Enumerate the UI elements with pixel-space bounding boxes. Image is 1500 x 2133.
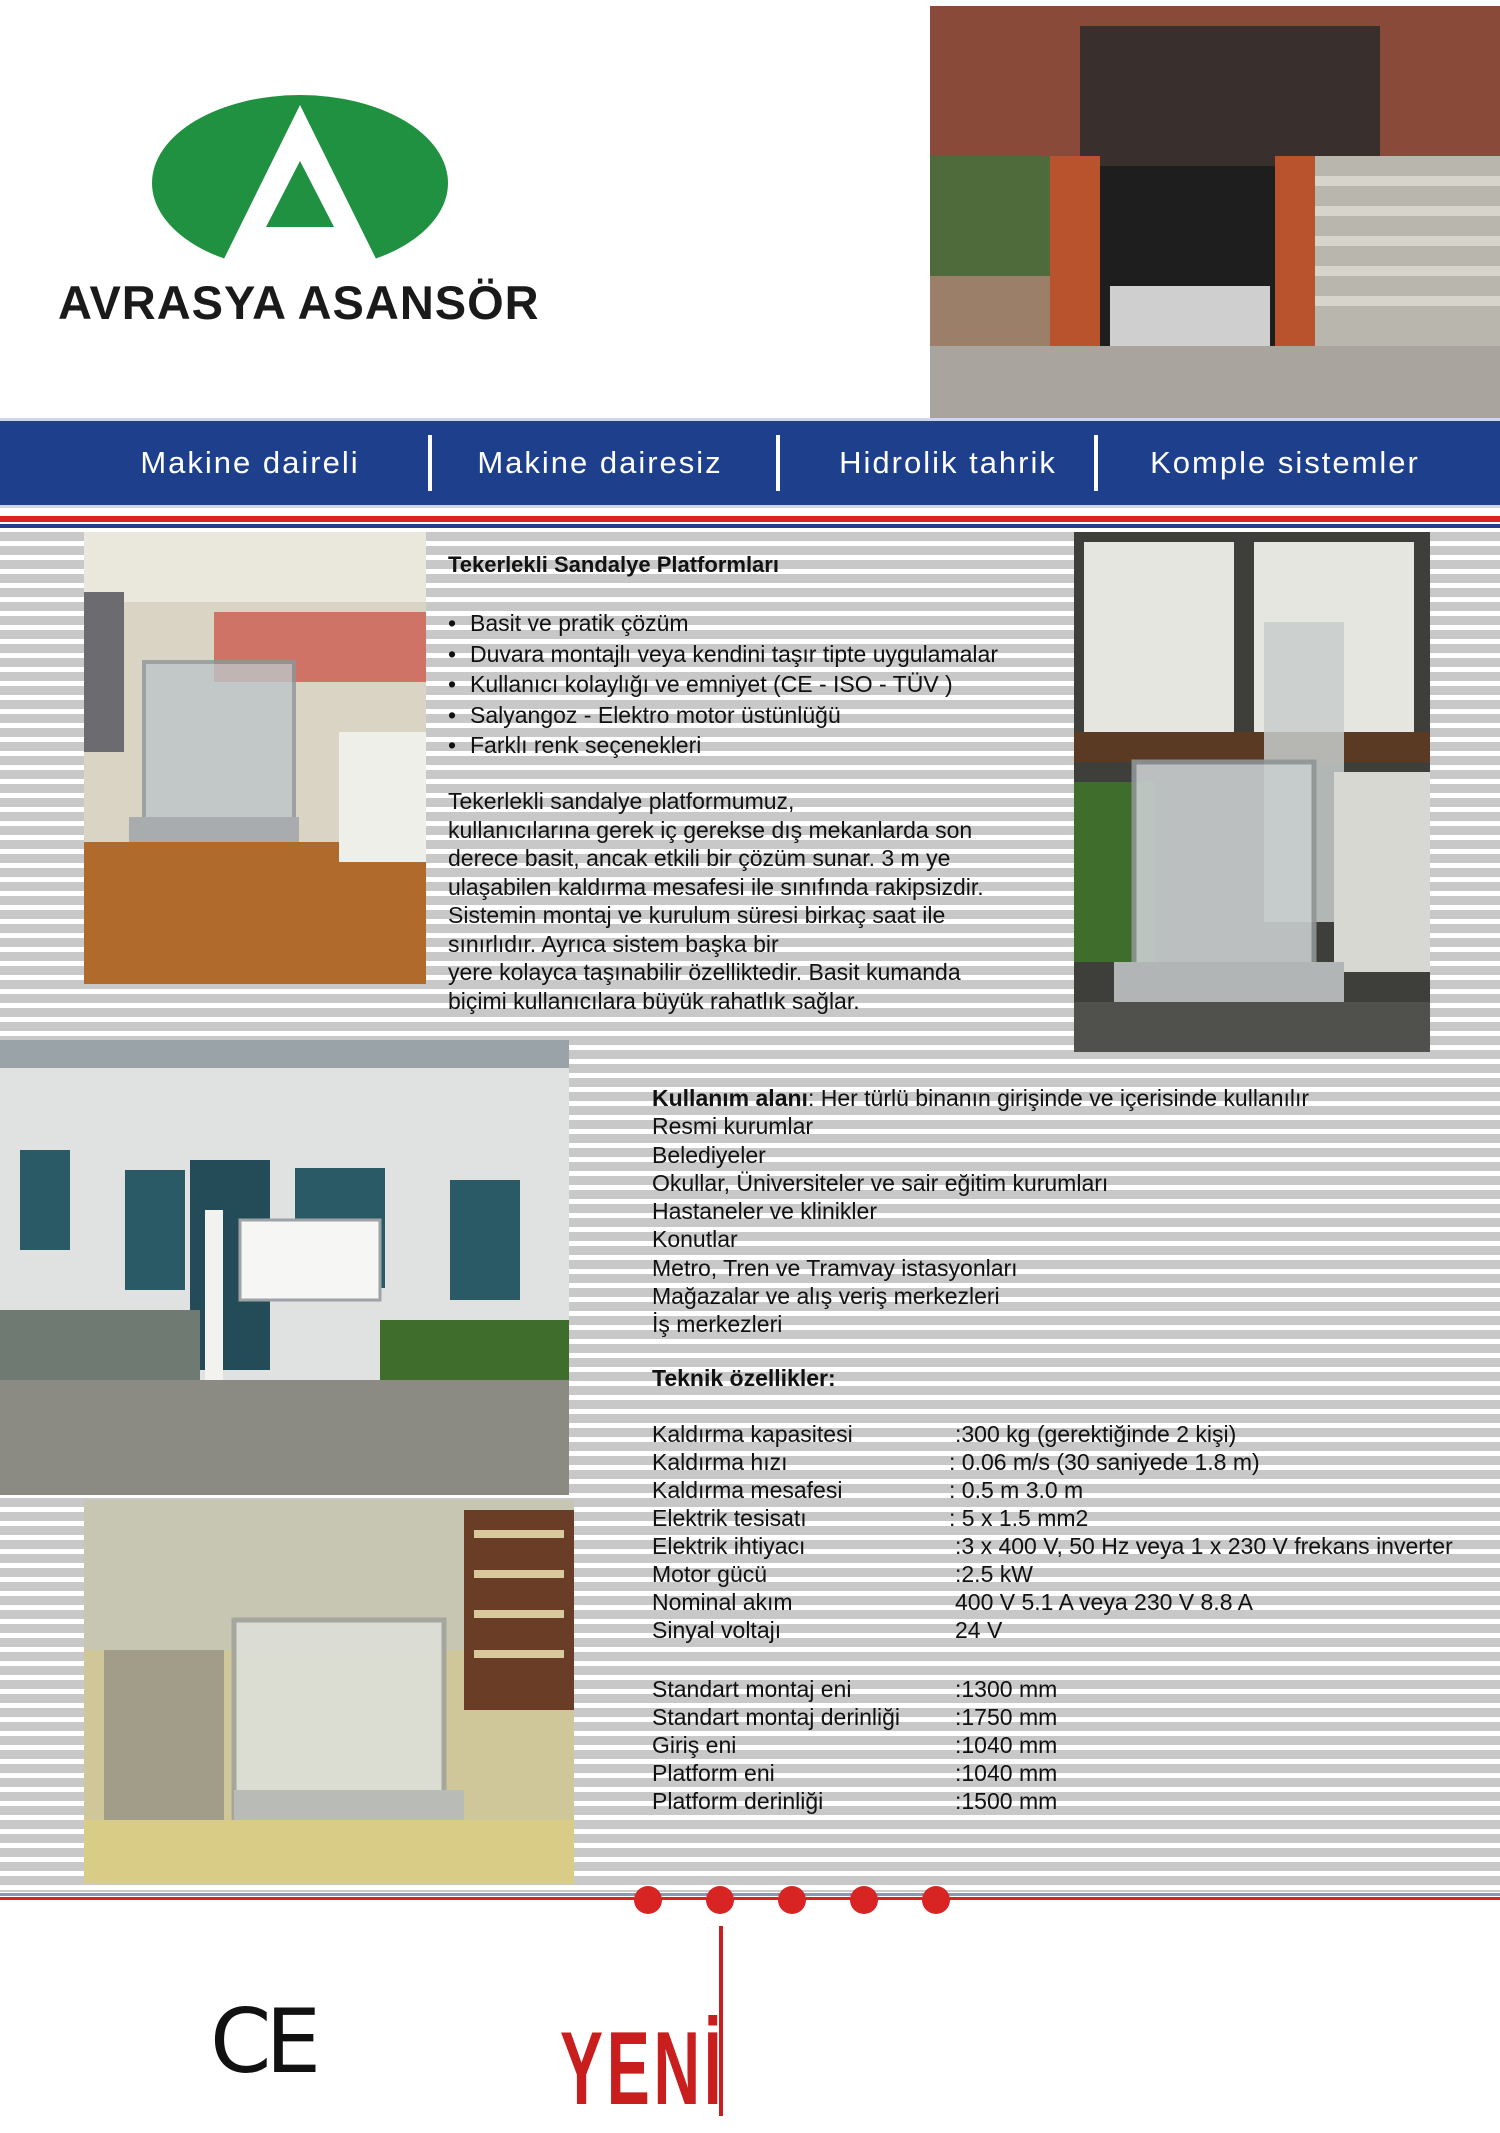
photo-building-exterior <box>0 1040 569 1495</box>
tech-title: Teknik özellikler: <box>652 1365 836 1391</box>
feature-list <box>448 608 998 761</box>
spec-value: 24 V <box>955 1617 1003 1643</box>
category-nav <box>0 418 1500 508</box>
photo-entrance-lift <box>930 6 1500 418</box>
usage-item: Belediyeler <box>652 1141 766 1168</box>
spec-value: :3 x 400 V, 50 Hz veya 1 x 230 V frekans inverter <box>955 1533 1453 1559</box>
photo-store-platform <box>84 532 426 984</box>
photo-indoor-platform <box>84 1500 574 1883</box>
paragraph-line: ulaşabilen kaldırma mesafesi ile sınıfında rakipsizdir. <box>448 873 984 900</box>
footer-red-line <box>0 1897 1500 1900</box>
decor-dot <box>634 1886 662 1914</box>
dimension-value: :1040 mm <box>955 1760 1058 1786</box>
spec-label: Elektrik ihtiyacı <box>652 1533 806 1559</box>
spec-label: Nominal akım <box>652 1589 793 1615</box>
spec-label: Sinyal voltajı <box>652 1617 782 1643</box>
spec-value: : 0.06 m/s (30 saniyede 1.8 m) <box>949 1449 1260 1475</box>
nav-separator <box>1094 435 1098 491</box>
nav-separator <box>428 435 432 491</box>
usage-label: Kullanım alanı <box>652 1085 808 1111</box>
dimension-label: Standart montaj eni <box>652 1676 852 1702</box>
paragraph-line: derece basit, ancak etkili bir çözüm sunar. 3 m ye <box>448 845 951 871</box>
intro-title: Tekerlekli Sandalye Platformları <box>448 552 779 577</box>
dimension-value: :1500 mm <box>955 1788 1058 1814</box>
usage-section <box>652 1084 1309 1339</box>
yeni-label: YENİ <box>560 2011 726 2127</box>
usage-item: İş merkezleri <box>652 1311 783 1338</box>
feature-item: • Basit ve pratik çözüm <box>448 608 998 639</box>
paragraph-line: Tekerlekli sandalye platformumuz, <box>448 788 795 814</box>
spec-value: : 5 x 1.5 mm2 <box>949 1505 1089 1531</box>
nav-item-makine-daireli[interactable]: Makine daireli <box>140 445 360 480</box>
usage-item: Resmi kurumlar <box>652 1113 814 1140</box>
feature-item: • Kullanıcı kolaylığı ve emniyet (CE - ISO - TÜV ) <box>448 669 998 700</box>
usage-item: Okullar, Üniversiteler ve sair eğitim kurumları <box>652 1169 1109 1196</box>
red-stripe <box>0 516 1500 522</box>
dimension-value: :1040 mm <box>955 1732 1058 1758</box>
paragraph-line: kullanıcılarına gerek iç gerekse dış mekanlarda son <box>448 816 973 843</box>
photo-outdoor-platform <box>1074 532 1430 1052</box>
spec-value: : 0.5 m 3.0 m <box>949 1477 1084 1503</box>
spec-value: 400 V 5.1 A veya 230 V 8.8 A <box>955 1589 1253 1615</box>
spec-label: Kaldırma hızı <box>652 1449 788 1475</box>
brand-logo <box>150 95 450 275</box>
usage-item: Mağazalar ve alış veriş merkezleri <box>652 1283 1000 1310</box>
usage-lead: : Her türlü binanın girişinde ve içerisinde kullanılır <box>807 1085 1310 1111</box>
decor-dot <box>706 1886 734 1914</box>
spec-value: :300 kg (gerektiğinde 2 kişi) <box>955 1421 1237 1447</box>
dimension-value: :1300 mm <box>955 1676 1058 1702</box>
brand-name: AVRASYA ASANSÖR <box>58 276 540 329</box>
paragraph-line: yere kolayca taşınabilir özelliktedir. Basit kumanda <box>448 959 961 985</box>
decor-dot <box>850 1886 878 1914</box>
footer-line <box>0 1893 1500 1896</box>
dimension-value: :1750 mm <box>955 1704 1058 1730</box>
paragraph-line: biçimi kullanıcılara büyük rahatlık sağlar. <box>448 987 860 1014</box>
spec-label: Kaldırma kapasitesi <box>652 1421 853 1447</box>
nav-item-hidrolik-tahrik[interactable]: Hidrolik tahrik <box>839 445 1057 480</box>
spec-label: Motor gücü <box>652 1561 768 1587</box>
feature-item: • Duvara montajlı veya kendini taşır tipte uygulamalar <box>448 639 998 670</box>
spec-value: :2.5 kW <box>955 1561 1033 1587</box>
dimension-label: Giriş eni <box>652 1732 737 1758</box>
dimension-label: Standart montaj derinliği <box>652 1704 901 1730</box>
decor-dot <box>922 1886 950 1914</box>
usage-lead-line <box>652 1084 1309 1112</box>
nav-item-makine-dairesiz[interactable]: Makine dairesiz <box>477 445 723 480</box>
dimension-label: Platform eni <box>652 1760 775 1786</box>
spec-label: Elektrik tesisatı <box>652 1505 807 1531</box>
nav-separator <box>776 435 780 491</box>
decor-dot <box>778 1886 806 1914</box>
blue-stripe <box>0 524 1500 528</box>
feature-item: • Farklı renk seçenekleri <box>448 730 998 761</box>
ce-mark: CE <box>210 1990 316 2093</box>
usage-item: Metro, Tren ve Tramvay istasyonları <box>652 1254 1018 1281</box>
usage-item: Hastaneler ve klinikler <box>652 1198 877 1225</box>
spec-label: Kaldırma mesafesi <box>652 1477 843 1503</box>
intro-paragraph <box>448 787 1048 1015</box>
paragraph-line: sınırlıdır. Ayrıca sistem başka bir <box>448 930 779 957</box>
feature-item: • Salyangoz - Elektro motor üstünlüğü <box>448 700 998 731</box>
paragraph-line: Sistemin montaj ve kurulum süresi birkaç saat ile <box>448 902 946 928</box>
dimension-label: Platform derinliği <box>652 1788 824 1814</box>
usage-item: Konutlar <box>652 1226 738 1253</box>
nav-item-komple-sistemler[interactable]: Komple sistemler <box>1150 445 1420 480</box>
